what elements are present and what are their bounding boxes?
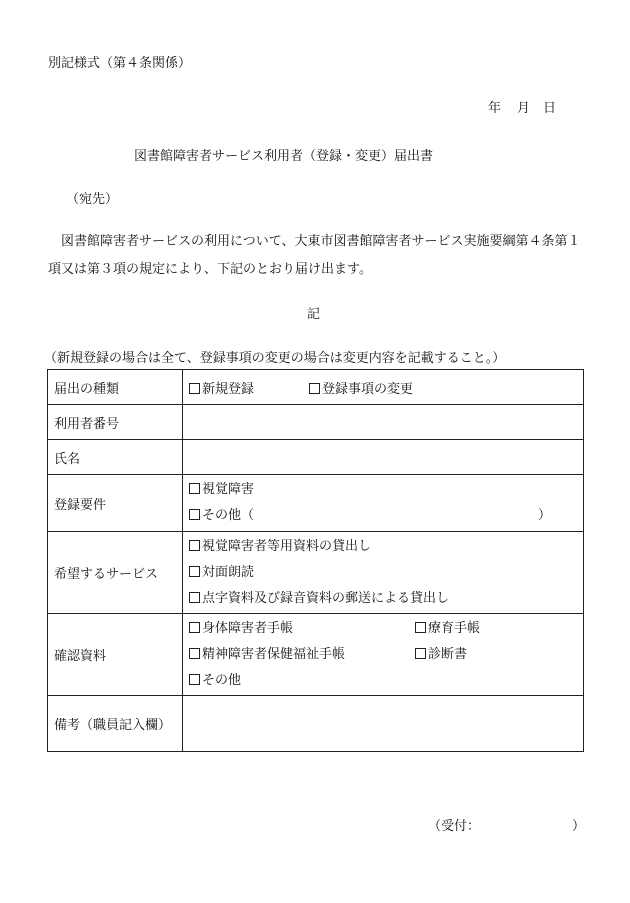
other-requirement-close: ） (537, 508, 551, 523)
table-row-service (48, 532, 584, 614)
checkbox-diagnosis[interactable] (415, 642, 467, 668)
name-field[interactable] (183, 440, 584, 475)
new-registration-label: 新規登録 (202, 381, 255, 397)
checkbox-lending[interactable] (189, 534, 577, 560)
addressee: （宛先） (66, 192, 119, 207)
checkbox-mental-handbook[interactable] (189, 642, 415, 668)
checkbox-icon[interactable] (189, 566, 200, 577)
receipt-close: ） (572, 819, 586, 834)
name-label: 氏名 (48, 440, 183, 475)
checkbox-new-registration[interactable] (189, 378, 309, 397)
checkbox-mail-lending[interactable] (189, 586, 577, 612)
visual-impairment-label: 視覚障害 (202, 482, 255, 497)
checkbox-icon[interactable] (189, 540, 200, 551)
user-number-label: 利用者番号 (48, 405, 183, 440)
date-month-label: 月 (517, 101, 531, 116)
remarks-label: 備考（職員記入欄） (48, 696, 183, 752)
table-row-user-number (48, 405, 584, 440)
instruction-note: （新規登録の場合は全て、登録事項の変更の場合は変更内容を記載すること。） (44, 351, 506, 366)
body-paragraph: 図書館障害者サービスの利用について、大東市図書館障害者サービス実施要綱第４条第１項又は第３項の規定により、下記のとおり届け出ます。 (48, 234, 581, 277)
lending-label: 視覚障害者等用資料の貸出し (202, 538, 372, 554)
checkbox-icon[interactable] (189, 674, 200, 685)
ki-heading: 記 (307, 307, 321, 322)
service-label: 希望するサービス (48, 532, 183, 614)
requirement-label: 登録要件 (48, 475, 183, 532)
other-document-label: その他 (202, 672, 242, 688)
confirmation-label: 確認資料 (48, 614, 183, 696)
other-requirement-label: その他（ (202, 508, 255, 523)
checkbox-other-document[interactable] (189, 668, 577, 694)
physical-handbook-label: 身体障害者手帳 (202, 620, 294, 636)
type-options (183, 370, 584, 405)
confirmation-options (183, 614, 584, 696)
checkbox-ryoiku-handbook[interactable] (415, 616, 480, 642)
checkbox-icon[interactable] (189, 483, 200, 494)
application-table (47, 369, 584, 752)
table-row-requirement (48, 475, 584, 532)
checkbox-visual-impairment[interactable] (189, 477, 577, 503)
receipt-line (428, 815, 585, 834)
checkbox-physical-handbook[interactable] (189, 616, 415, 642)
face-reading-label: 対面朗読 (202, 564, 255, 580)
checkbox-icon[interactable] (189, 383, 200, 394)
table-row-remarks (48, 696, 584, 752)
requirement-options (183, 475, 584, 532)
checkbox-icon[interactable] (309, 383, 320, 394)
diagnosis-label: 診断書 (428, 646, 468, 662)
table-row-name (48, 440, 584, 475)
service-options (183, 532, 584, 614)
date-day-label: 日 (543, 101, 557, 116)
receipt-open: （受付： (428, 819, 481, 834)
checkbox-icon[interactable] (189, 622, 200, 633)
remarks-field[interactable] (183, 696, 584, 752)
checkbox-icon[interactable] (189, 592, 200, 603)
type-label: 届出の種類 (48, 370, 183, 405)
change-label: 登録事項の変更 (322, 381, 414, 397)
document-title: 図書館障害者サービス利用者（登録・変更）届出書 (134, 149, 434, 164)
checkbox-icon[interactable] (189, 648, 200, 659)
checkbox-other-requirement[interactable] (189, 503, 577, 529)
mail-lending-label: 点字資料及び録音資料の郵送による貸出し (202, 590, 450, 606)
date-year-label: 年 (488, 101, 502, 116)
checkbox-change[interactable] (309, 378, 413, 397)
checkbox-icon[interactable] (415, 622, 426, 633)
table-row-type (48, 370, 584, 405)
checkbox-face-reading[interactable] (189, 560, 577, 586)
form-reference: 別記様式（第４条関係） (48, 56, 192, 71)
table-row-confirmation (48, 614, 584, 696)
checkbox-icon[interactable] (415, 648, 426, 659)
mental-handbook-label: 精神障害者保健福祉手帳 (202, 646, 346, 662)
checkbox-icon[interactable] (189, 509, 200, 520)
ryoiku-handbook-label: 療育手帳 (428, 620, 481, 636)
user-number-field[interactable] (183, 405, 584, 440)
